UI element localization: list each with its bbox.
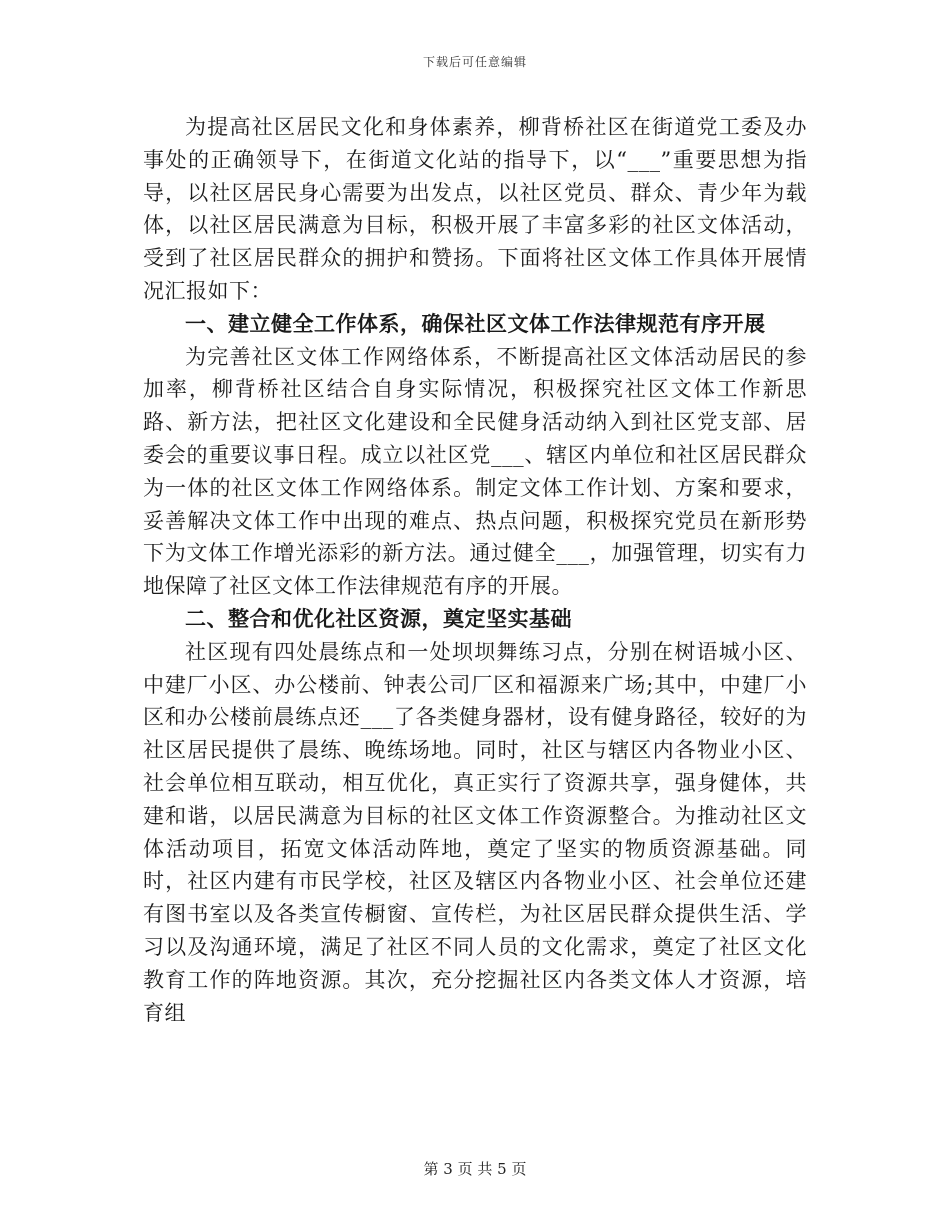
document-body xyxy=(143,111,807,1029)
section-2-heading: 二、整合和优化社区资源，奠定坚实基础 xyxy=(185,605,572,631)
section-2-paragraph: 社区现有四处晨练点和一处坝坝舞练习点，分别在树语城小区、中建厂小区、办公楼前、钟表公司厂区和福源来广场;其中，中建厂小区和办公楼前晨练点还___了各类健身器材，设有健身路径，较好的为社区居民提供了晨练、晚练场地。同时，社区与辖区内各物业小区、社会单位相互联动，相互优化，真正实行了资源共享，强身健体，共建和谐，以居民满意为目标的社区文体工作资源整合。为推动社区文体活动项目，拓宽文体活动阵地，奠定了坚实的物质资源基础。同时，社区内建有市民学校，社区及辖区内各物业小区、社会单位还建有图书室以及各类宣传橱窗、宣传栏，为社区居民群众提供生活、学习以及沟通环境，满足了社区不同人员的文化需求，奠定了社区文化教育工作的阵地资源。其次，充分挖掘社区内各类文体人才资源，培育组 xyxy=(143,639,807,1025)
section-1-heading: 一、建立健全工作体系，确保社区文体工作法律规范有序开展 xyxy=(185,310,766,336)
intro-paragraph: 为提高社区居民文化和身体素养，柳背桥社区在街道党工委及办事处的正确领导下，在街道文化站的指导下，以“___”重要思想为指导，以社区居民身心需要为出发点，以社区党员、群众、青少年为载体，以社区居民满意为目标，积极开展了丰富多彩的社区文体活动，受到了社区居民群众的拥护和赞扬。下面将社区文体工作具体开展情况汇报如下： xyxy=(143,115,807,303)
section-1-paragraph: 为完善社区文体工作网络体系，不断提高社区文体活动居民的参加率，柳背桥社区结合自身实际情况，积极探究社区文体工作新思路、新方法，把社区文化建设和全民健身活动纳入到社区党支部、居委会的重要议事日程。成立以社区党___、辖区内单位和社区居民群众为一体的社区文体工作网络体系。制定文体工作计划、方案和要求，妥善解决文体工作中出现的难点、热点问题，积极探究党员在新形势下为文体工作增光添彩的新方法。通过健全___，加强管理，切实有力地保障了社区文体工作法律规范有序的开展。 xyxy=(143,344,807,599)
page-number-footer: 第 3 页 共 5 页 xyxy=(423,1160,527,1178)
page-header-note: 下载后可任意编辑 xyxy=(422,55,527,69)
